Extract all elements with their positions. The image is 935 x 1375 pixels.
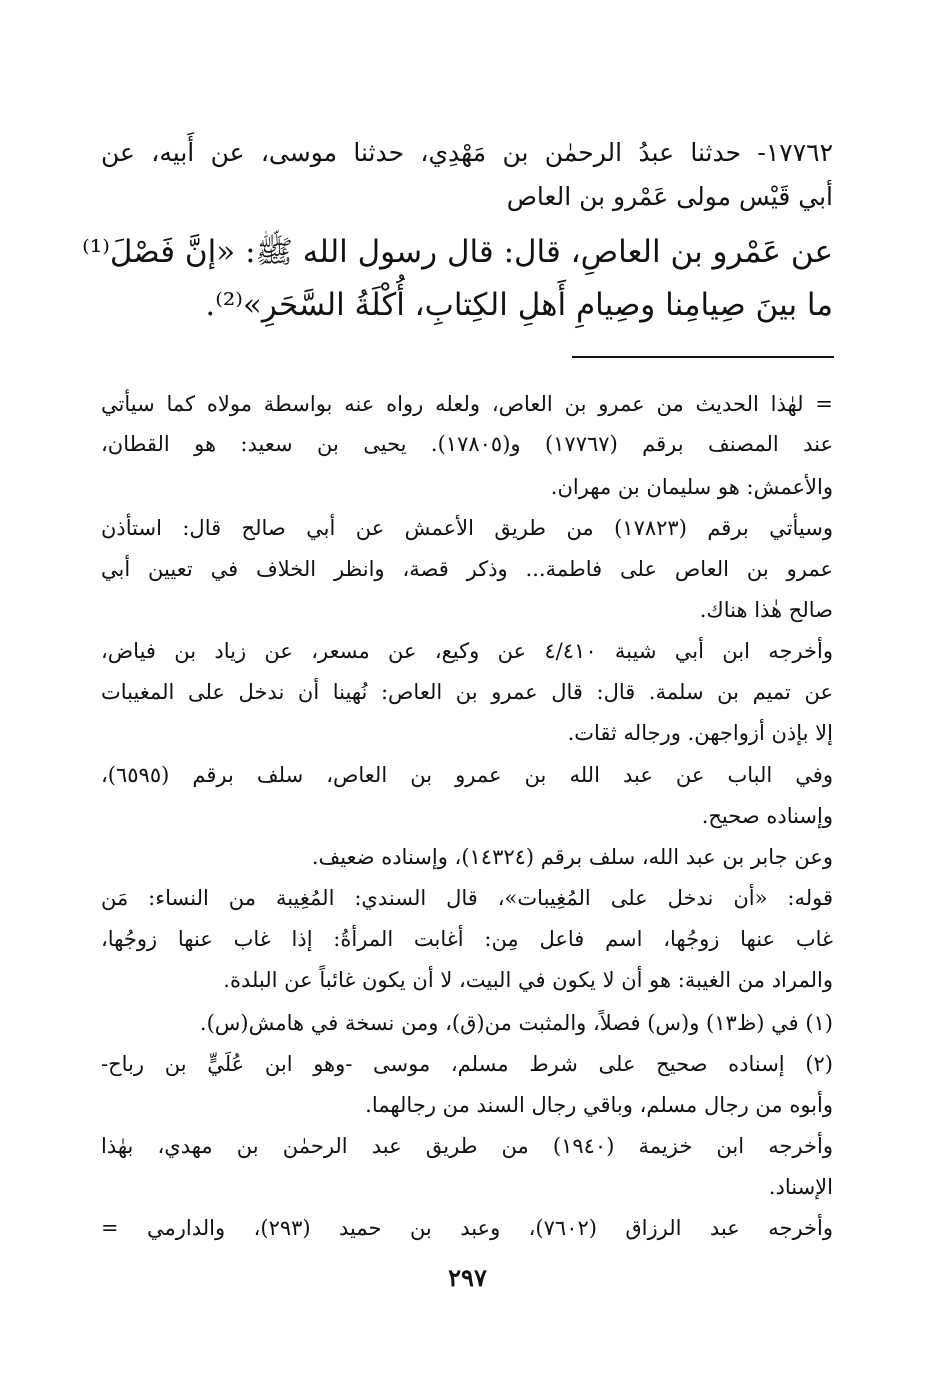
footnote-line: صالح هٰذا هناك.	[699, 598, 833, 622]
footnote-line: عمرو بن العاص على فاطمة... وذكر قصة، وانظر الخلاف في تعيين أبي	[101, 557, 833, 581]
footnote-line: = لهٰذا الحديث من عمرو بن العاص، ولعله رواه عنه بواسطة مولاه كما سيأتي	[101, 392, 833, 416]
footnote-line: (٢) إسناده صحيح على شرط مسلم، موسى -وهو ابن عُلَيٍّ بن رباح-	[101, 1052, 833, 1076]
footnote-line: عن تميم بن سلمة. قال: قال عمرو بن العاص: نُهينا أن ندخل على المغيبات	[101, 680, 833, 704]
footnote-line: وأخرجه ابن خزيمة (١٩٤٠) من طريق عبد الرحمٰن بن مهدي، بهٰذا	[101, 1134, 833, 1158]
footnote-line: وإسناده صحيح.	[701, 804, 833, 828]
footnote-line: وسيأتي برقم (١٧٨٢٣) من طريق الأعمش عن أبي صالح قال: استأذن	[101, 516, 834, 540]
footnote-line: والأعمش: هو سليمان بن مهران.	[550, 475, 833, 499]
footnote-line: والمراد من الغيبة: هو أن لا يكون في البيت، لا أن يكون غائباً عن البلدة.	[223, 968, 833, 992]
footnote-line: غاب عنها زوجُها، اسم فاعل مِن: أغابت المرأةُ: إذا غاب عنها زوجُها،	[101, 927, 833, 951]
footnote-line: وفي الباب عن عبد الله بن عمرو بن العاص، سلف برقم (٦٥٩٥)،	[101, 763, 833, 787]
footnote-line: قوله: «أن ندخل على المُغِيبات»، قال السندي: المُغِيبة من النساء: مَن	[101, 886, 833, 910]
footnote-line: عند المصنف برقم (١٧٧٦٧) و(١٧٨٠٥). يحيى بن سعيد: هو القطان،	[101, 432, 834, 456]
footnote-line: وأبوه من رجال مسلم، وباقي رجال السند من رجالهما.	[365, 1093, 833, 1117]
isnad-line: ١٧٧٦٢- حدثنا عبدُ الرحمٰن بن مَهْدِي، حدثنا موسى، عن أَبيه، عن	[101, 138, 833, 167]
footnote-line: وأخرجه عبد الرزاق (٧٦٠٢)، وعبد بن حميد (٢٩٣)، والدارمي =	[101, 1216, 834, 1240]
footnote-line: وأخرجه ابن أبي شيبة ٤/٤١٠ عن وكيع، عن مسعر، عن زياد بن فياض،	[101, 639, 833, 663]
footnote-line: إلا بإذن أزواجهن. ورجاله ثقات.	[567, 721, 833, 745]
isnad-line: أبي قَيْس مولى عَمْرو بن العاص	[506, 182, 833, 211]
footnote-line: وعن جابر بن عبد الله، سلف برقم (١٤٣٢٤)، وإسناده ضعيف.	[311, 845, 833, 869]
footnote-separator	[572, 356, 834, 358]
matn-line: عن عَمْرو بن العاصِ، قال: قال رسول الله ﷺ: «إنَّ فَصْلَ⁽¹⁾	[82, 234, 833, 270]
footnote-line: (١) في (ظ١٣) و(س) فصلاً، والمثبت من(ق)، ومن نسخة في هامش(س).	[199, 1011, 833, 1035]
matn-line: ما بينَ صِيامِنا وصِيامِ أَهلِ الكِتابِ، أُكْلَةُ السَّحَرِ»⁽²⁾.	[205, 287, 833, 323]
page-number: ٢٩٧	[448, 1263, 487, 1292]
footnote-line: الإسناد.	[768, 1175, 833, 1199]
